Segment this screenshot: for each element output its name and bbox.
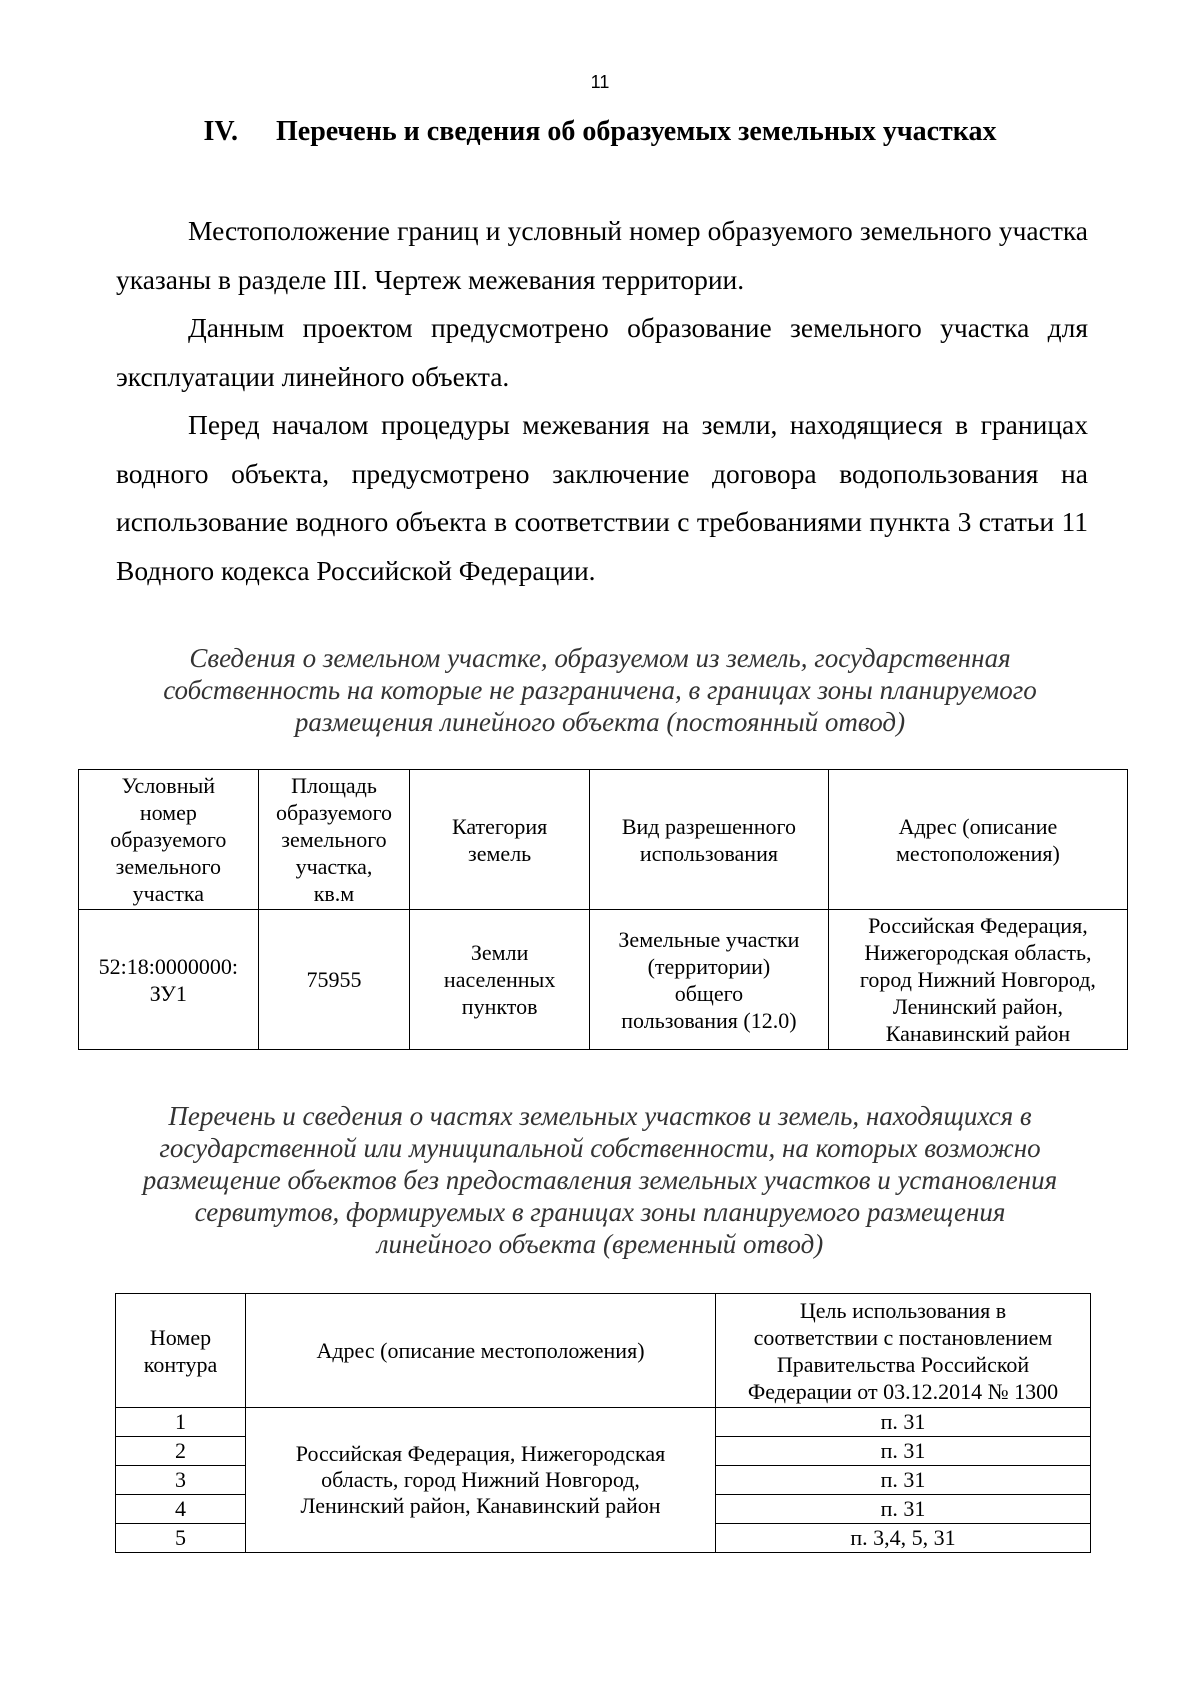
header-cell: Вид разрешенного использования bbox=[589, 770, 828, 910]
paragraph: Перед началом процедуры межевания на земли, находящиеся в границах водного объекта, предусмотрено заключение договора водопользования на использование водного объекта в соответствии с требованиями пункта 3 статьи 11 Водного кодекса Российской Федерации. bbox=[116, 409, 1088, 586]
header-cell: Номер контура bbox=[116, 1294, 246, 1408]
table2-caption bbox=[100, 1100, 1100, 1260]
header-cell: Адрес (описание местоположения) bbox=[828, 770, 1127, 910]
section-number: IV. bbox=[203, 116, 238, 147]
contour-number-cell: 1 bbox=[116, 1408, 246, 1437]
caption-line: сервитутов, формируемых в границах зоны планируемого размещения bbox=[194, 1197, 1006, 1227]
page-number: 11 bbox=[590, 72, 610, 92]
purpose-cell: п. 31 bbox=[716, 1495, 1091, 1524]
table1-caption bbox=[100, 642, 1100, 738]
table-row bbox=[116, 1408, 1091, 1437]
land-category-cell: Земли населенных пунктов bbox=[410, 910, 590, 1050]
plot-number-cell: 52:18:0000000: ЗУ1 bbox=[79, 910, 259, 1050]
plot-area-cell: 75955 bbox=[258, 910, 410, 1050]
table-header-row bbox=[116, 1294, 1091, 1408]
contour-number-cell: 5 bbox=[116, 1524, 246, 1553]
caption-line: размещения линейного объекта (постоянный отвод) bbox=[294, 707, 906, 737]
caption-line: Сведения о земельном участке, образуемом из земель, государственная bbox=[189, 643, 1011, 673]
caption-line: линейного объекта (временный отвод) bbox=[376, 1229, 824, 1259]
caption-line: собственность на которые не разграничена, в границах зоны планируемого bbox=[163, 675, 1037, 705]
address-cell: Российская Федерация, Нижегородская область, город Нижний Новгород, Ленинский район, Канавинский район bbox=[828, 910, 1127, 1050]
purpose-cell: п. 31 bbox=[716, 1466, 1091, 1495]
header-cell: Категория земель bbox=[410, 770, 590, 910]
table-row bbox=[79, 910, 1128, 1050]
paragraph: Данным проектом предусмотрено образование земельного участка для эксплуатации линейного объекта. bbox=[116, 312, 1088, 392]
caption-line: Перечень и сведения о частях земельных участков и земель, находящихся в bbox=[168, 1101, 1032, 1131]
land-parts-table bbox=[115, 1293, 1091, 1553]
header-cell: Цель использования в соответствии с постановлением Правительства Российской Федерации от 03.12.2014 № 1300 bbox=[716, 1294, 1091, 1408]
contour-number-cell: 2 bbox=[116, 1437, 246, 1466]
purpose-cell: п. 31 bbox=[716, 1408, 1091, 1437]
purpose-cell: п. 3,4, 5, 31 bbox=[716, 1524, 1091, 1553]
permitted-use-cell: Земельные участки (территории) общего пользования (12.0) bbox=[589, 910, 828, 1050]
section-heading bbox=[0, 116, 1200, 148]
paragraph: Местоположение границ и условный номер образуемого земельного участка указаны в разделе III. Чертеж межевания территории. bbox=[116, 215, 1088, 295]
address-cell: Российская Федерация, Нижегородская область, город Нижний Новгород, Ленинский район, Канавинский район bbox=[246, 1408, 716, 1553]
section-title: Перечень и сведения об образуемых земельных участках bbox=[275, 116, 997, 147]
caption-line: размещение объектов без предоставления земельных участков и установления bbox=[142, 1165, 1058, 1195]
land-plot-table bbox=[78, 769, 1128, 1050]
contour-number-cell: 3 bbox=[116, 1466, 246, 1495]
header-cell: Адрес (описание местоположения) bbox=[246, 1294, 716, 1408]
table-header-row bbox=[79, 770, 1128, 910]
caption-line: государственной или муниципальной собственности, на которых возможно bbox=[159, 1133, 1041, 1163]
contour-number-cell: 4 bbox=[116, 1495, 246, 1524]
header-cell: Условный номер образуемого земельного участка bbox=[79, 770, 259, 910]
body-text bbox=[116, 207, 1088, 595]
header-cell: Площадь образуемого земельного участка, кв.м bbox=[258, 770, 410, 910]
purpose-cell: п. 31 bbox=[716, 1437, 1091, 1466]
